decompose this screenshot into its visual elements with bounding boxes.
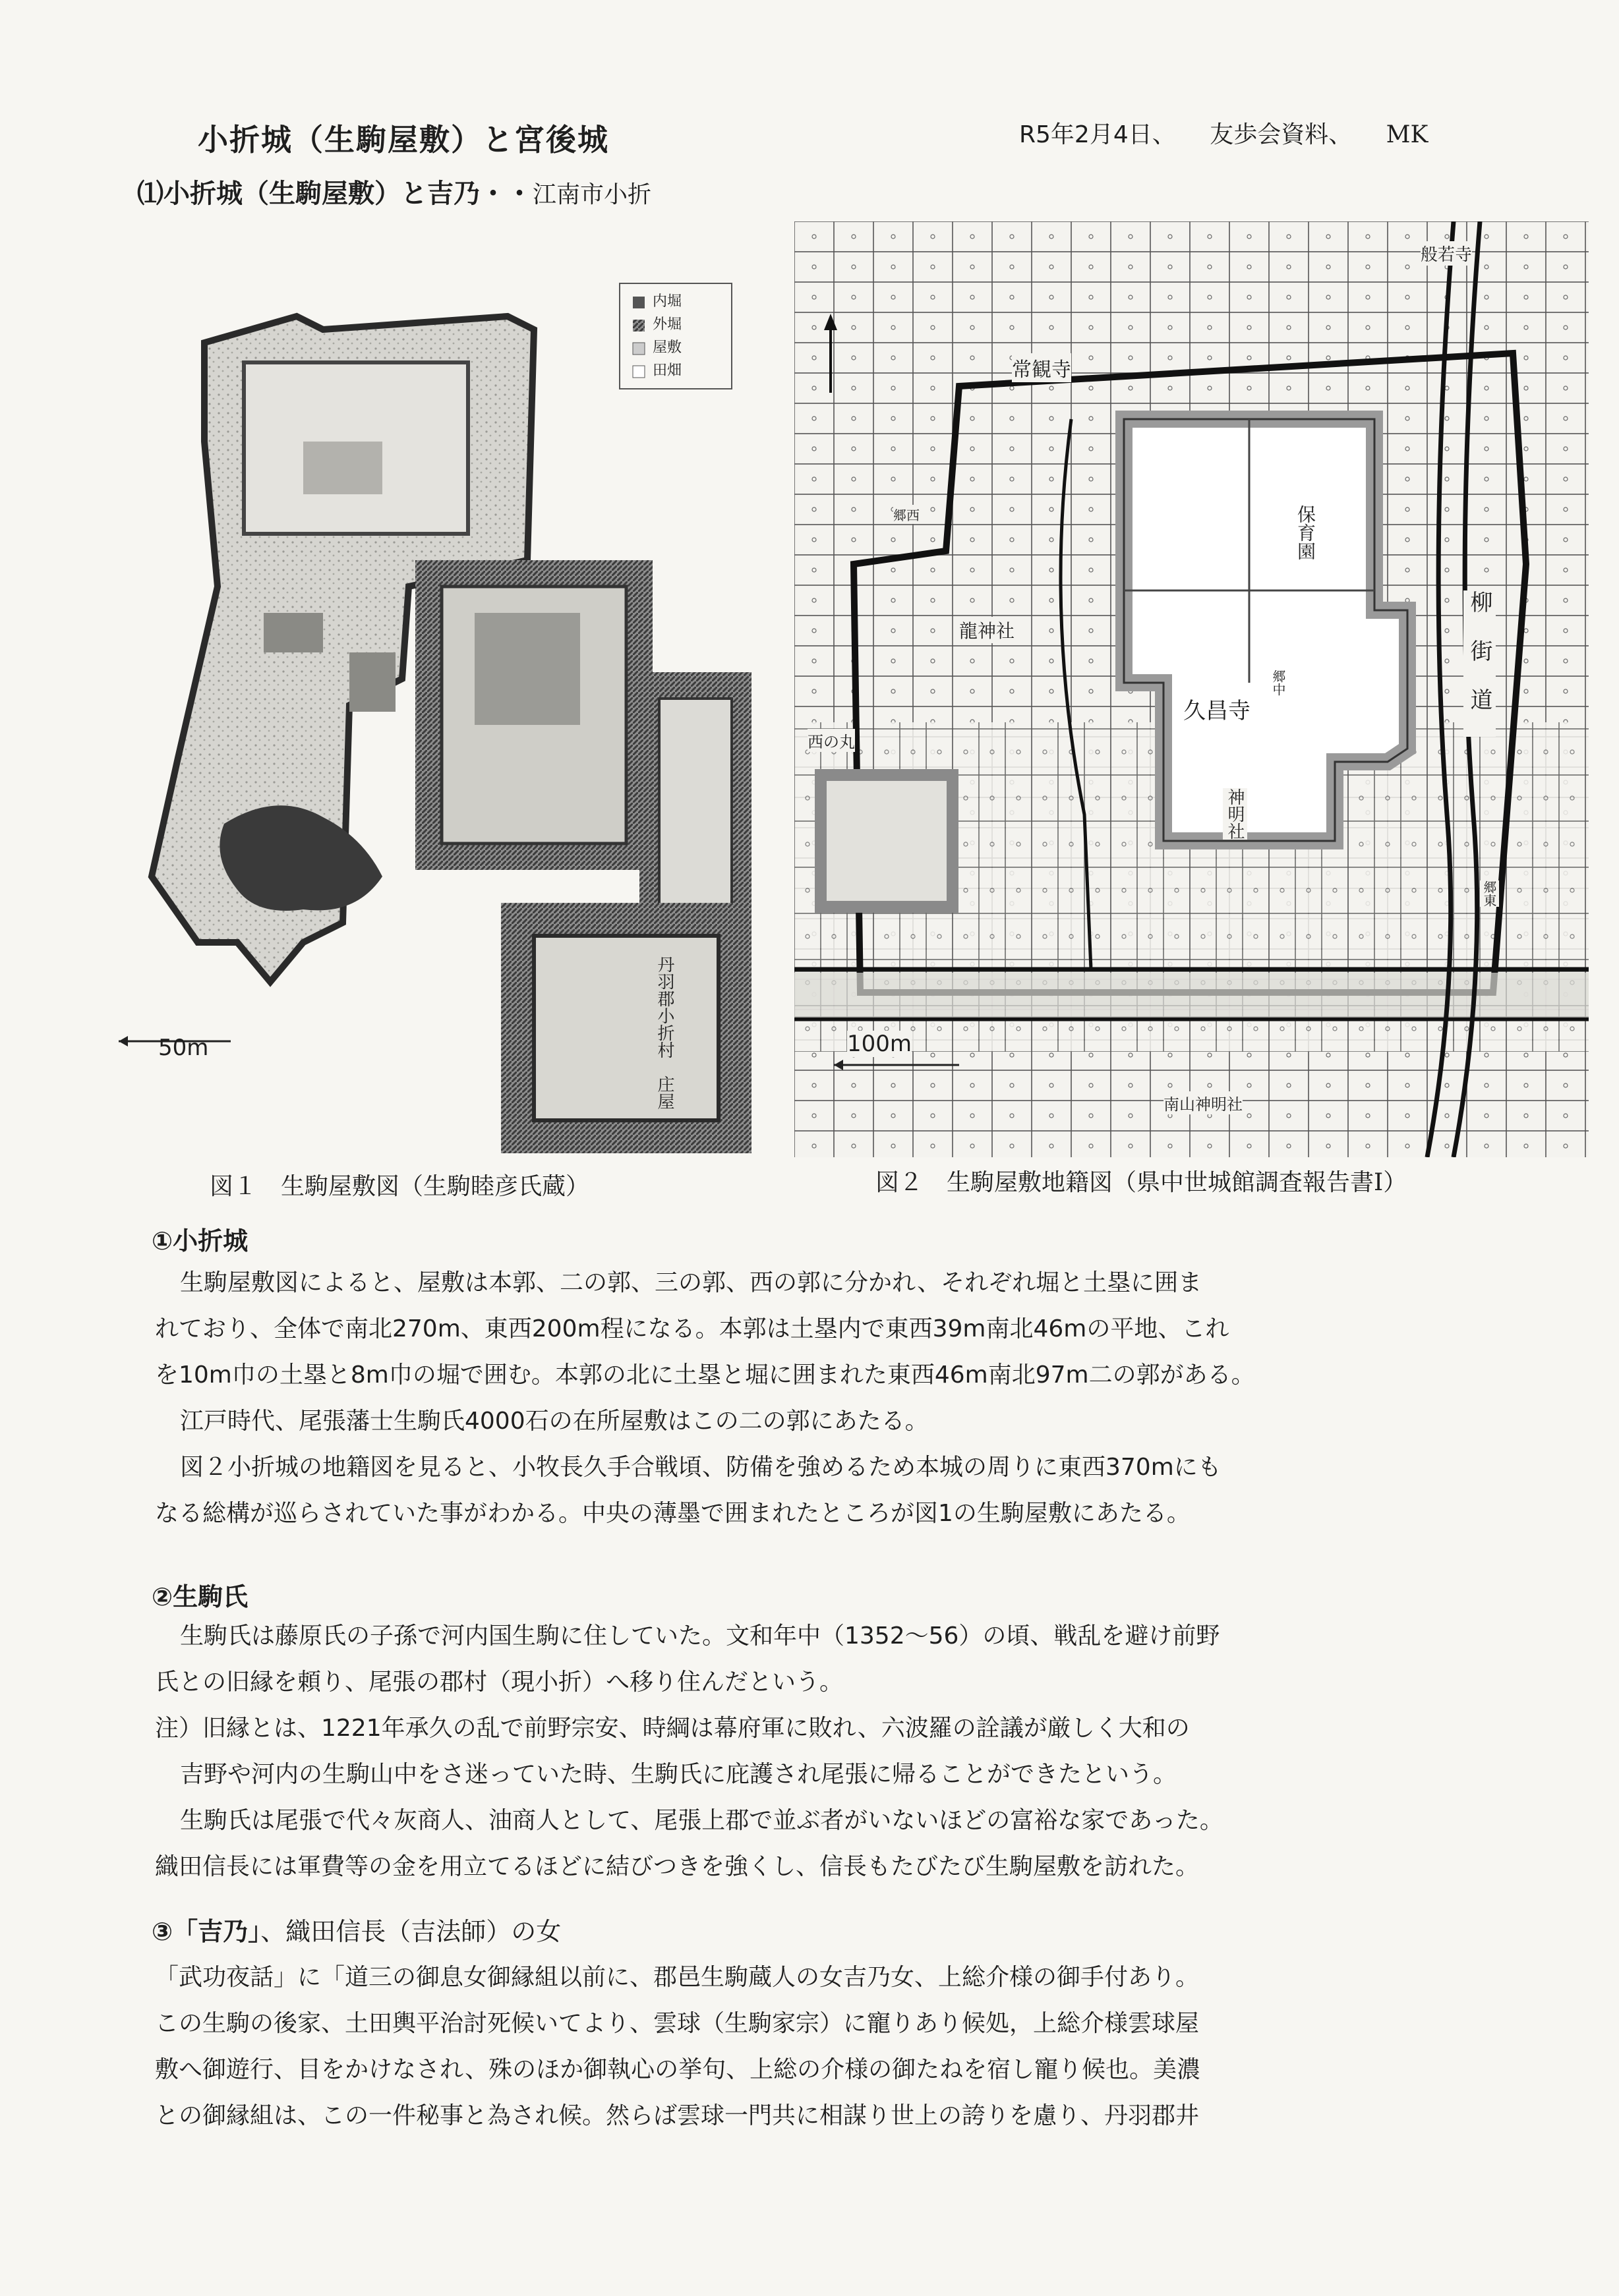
west-bailey: [821, 775, 953, 907]
text-line: 生駒氏は尾張で代々灰商人、油商人として、尾張上郡で並ぶ者がいないほどの富裕な家であった。: [180, 1807, 1223, 1834]
page-title: 小折城（生駒屋敷）と宮後城: [198, 122, 609, 158]
legend-item: 内堀: [653, 293, 682, 310]
garden-pond: [220, 805, 382, 911]
building: [264, 613, 323, 652]
subtitle-text: ⑴小折城（生駒屋敷）と吉乃・・: [137, 179, 533, 209]
heading-rest: 、織田信長（吉法師）の女: [260, 1917, 562, 1946]
section-body-3: [155, 1955, 1513, 2139]
legend-item: 屋敷: [653, 339, 682, 356]
text-line: 注）旧縁とは、1221年承久の乱で前野宗安、時綱は幕府軍に敗れ、六波羅の詮議が厳しく大和の: [155, 1715, 1190, 1742]
east-compound: [659, 699, 732, 936]
text-line: 生駒氏は藤原氏の子孫で河内国生駒に住していた。文和年中（1352～56）の頃、戦乱を避け前野: [180, 1622, 1220, 1650]
figure-2-scale-label: 100m: [847, 1031, 912, 1057]
legend-swatch: [633, 320, 645, 331]
label-hoikuen: 保育園: [1292, 505, 1318, 560]
label-ryujinsha: 龍神社: [959, 617, 1015, 643]
legend-swatch: [633, 366, 645, 378]
legend-swatch: [633, 297, 645, 308]
organization: 友歩会資料、: [1210, 121, 1353, 148]
section-heading-1: ①小折城: [152, 1226, 249, 1255]
legend-item: 田畑: [653, 362, 682, 379]
label-goshi-east: 郷東: [1480, 880, 1499, 907]
text-line: この生駒の後家、土田輿平治討死候いてより、雲球（生駒家宗）に寵りあり候処，上総介様雲球屋: [155, 2010, 1200, 2037]
label-goshi-west: 郷西: [893, 505, 920, 524]
building: [303, 442, 382, 494]
building: [349, 652, 396, 712]
figure-1-scale-label: 50m: [158, 1035, 209, 1061]
label-jokanji: 常観寺: [1012, 353, 1071, 382]
text-line: を10m巾の土塁と8m巾の堀で囲む。本郭の北に土塁と堀に囲まれた東西46m南北97m二の郭がある。: [155, 1362, 1255, 1389]
figure-1-side-note: 丹羽郡小折村 庄屋: [655, 956, 674, 1110]
text-line: 「武功夜話」に「道三の御息女御縁組以前に、郡邑生駒蔵人の女吉乃女、上総介様の御手付あり。: [155, 1964, 1200, 1991]
label-goshi-center: 郷中: [1269, 670, 1288, 696]
heading-name: ③「吉乃」: [152, 1917, 261, 1946]
author: MK: [1386, 121, 1428, 148]
text-line: 吉野や河内の生駒山中をさ迷っていた時、生駒氏に庇護され尾張に帰ることができたという。: [180, 1761, 1177, 1788]
section-body-1: [155, 1260, 1513, 1537]
text-line: れており、全体で南北270m、東西200m程になる。本郭は土塁内で東西39m南北46mの平地、これ: [155, 1315, 1229, 1342]
section-subtitle: [137, 173, 651, 210]
label-yanagi-kaido: 柳街道: [1463, 590, 1496, 737]
main-hall: [475, 613, 580, 725]
figure-2-caption: 図２ 生駒屋敷地籍図（県中世城館調査報告書Ⅰ）: [875, 1169, 1407, 1196]
section-heading-3: [152, 1911, 561, 1947]
label-hannyaji: 般若寺: [1421, 241, 1472, 266]
label-kushoji: 久昌寺: [1183, 693, 1251, 725]
text-line: 図２小折城の地籍図を見ると、小牧長久手合戦頃、防備を強めるため本城の周りに東西370mにも: [180, 1454, 1222, 1481]
text-line: 生駒屋敷図によると、屋敷は本郭、二の郭、三の郭、西の郭に分かれ、それぞれ堀と土塁に囲ま: [180, 1269, 1202, 1296]
text-line: 織田信長には軍費等の金を用立てるほどに結びつきを強くし、信長もたびたび生駒屋敷を訪れた。: [155, 1853, 1200, 1880]
label-minamiyama-shinmeisha: 南山神明社: [1163, 1091, 1243, 1114]
text-line: なる総構が巡らされていた事がわかる。中央の薄墨で囲まれたところが図1の生駒屋敷にあたる。: [155, 1500, 1191, 1527]
document-meta: [1019, 116, 1428, 150]
figure-1-legend: [653, 290, 682, 382]
date: R5年2月4日、: [1019, 121, 1176, 148]
figure-1-caption: 図１ 生駒屋敷図（生駒睦彦氏蔵）: [210, 1173, 590, 1200]
section-heading-2: ②生駒氏: [152, 1582, 249, 1611]
south-bailey: [534, 936, 719, 1120]
road-band: [794, 973, 1589, 1018]
scale-arrow: [119, 1036, 128, 1047]
subtitle-location: 江南市小折: [533, 181, 652, 208]
text-line: 江戸時代、尾張藩士生駒氏4000石の在所屋敷はこの二の郭にあたる。: [180, 1408, 929, 1435]
text-line: 氏との旧縁を頼り、尾張の郡村（現小折）へ移り住んだという。: [155, 1669, 844, 1696]
legend-swatch: [633, 343, 645, 355]
legend-item: 外堀: [653, 316, 682, 333]
figure-2-cadastral-map: [794, 221, 1589, 1157]
figure-1-ikoma-residence-drawing: [105, 244, 765, 1153]
text-line: との御縁組は、この一件秘事と為され候。然らば雲球一門共に相謀り世上の誇りを慮り、丹羽郡井: [155, 2102, 1200, 2129]
label-shinmeisha: 神明社: [1223, 788, 1247, 840]
section-body-2: [155, 1613, 1513, 1890]
label-nishinomaru: 西の丸: [808, 729, 855, 752]
text-line: 敷へ御遊行、目をかけなされ、殊のほか御執心の挙句、上総の介様の御たねを宿し寵り候也。美濃: [155, 2056, 1201, 2083]
